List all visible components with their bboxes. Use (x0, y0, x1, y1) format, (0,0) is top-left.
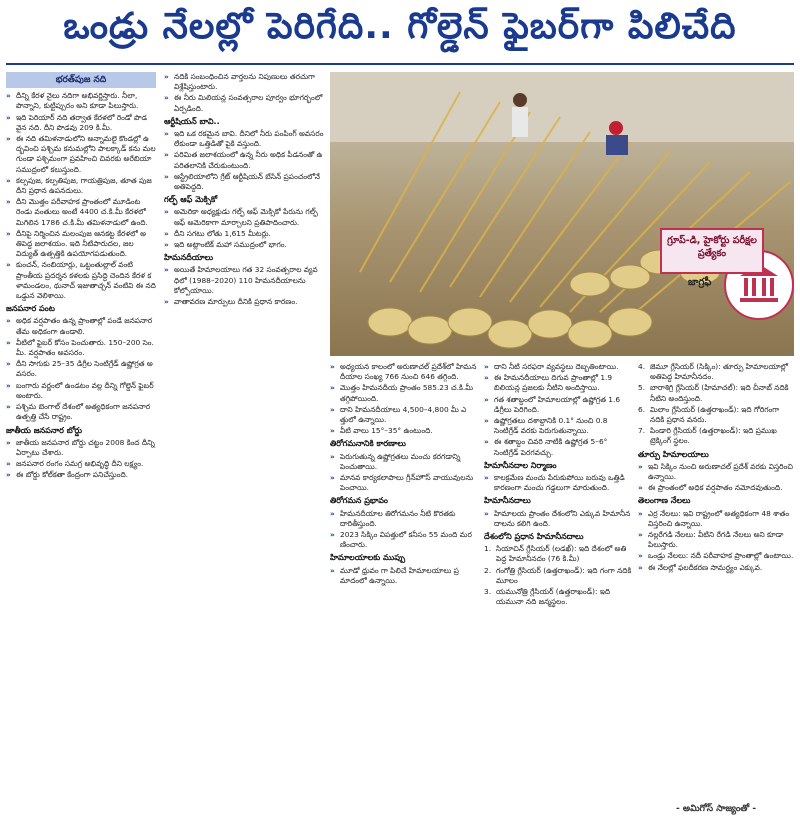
section-heading: తూర్పు హిమాలయాలు (638, 449, 709, 459)
numbered-text: గంగోత్రి గ్లేసియర్ (ఉత్తరాఖండ్): ఇది గంగా నదికి మూలం (496, 565, 632, 585)
badge-title: గ్రూప్-డి, హైకోర్టు పరీక్షల ప్రత్యేకం (660, 228, 764, 274)
numbered-text: బారాశిగ్రి గ్లేసియర్ (హిమాచల్): ఇది చీనాబ్ నదికి నీటిని అందిస్తుంది. (650, 383, 789, 403)
list-item: » పరిమిత జలాశయంలో ఉన్న నీరు అధిక పీడనంతో ఉపరితలానికి చేరుకుంటుంది. (164, 150, 324, 170)
section-heading: తిరోగమనానికి కారణాలు (330, 439, 406, 449)
list-item: » ఇది పెరియార్ నది తర్వాత కేరళలో రెండో పొడవైన నది. దీని పొడవు 209 కి.మీ. (6, 113, 156, 133)
exam-badge (660, 228, 792, 366)
list-item: » దీని సగటు లోతు 1,615 మీటర్లు. (164, 229, 324, 239)
list-item: » ఈ నది తమిళనాడులోని అన్నామలై కొండల్లో ఉద్భవించి పశ్చిమ కనుమల్లోని పాలక్కాడ్ కను మల గుండా పశ్చిమంగా ప్రవహించి చివరకు అరేబియా సముద్రంలో కలుస్తుంది. (6, 134, 156, 175)
numbered-item: 3. యమునోత్రి గ్లేసియర్ (ఉత్తరాఖండ్): ఇది యమునా నది జన్మస్థలం. (484, 587, 611, 607)
list-item: » దీనిపై నిర్మించిన మలంపుజ ఆనకట్ట కేరళలో అతిపెద్ద జలాశయం. ఇది నీటిపారుదల, జల విద్యుత్ ఉత్పత్తికి ఉపయోగపడుతుంది. (6, 229, 156, 260)
section-heading: జనపనార పంట (6, 304, 55, 314)
numbered-item: 7. పిండారి గ్లేసియర్ (ఉత్తరాఖండ్): ఇది ప్రముఖ ట్రెక్కింగ్ స్థలం. (638, 426, 777, 446)
numbered-item: 2. గంగోత్రి గ్లేసియర్ (ఉత్తరాఖండ్): ఇది గంగా నదికి మూలం (484, 565, 632, 585)
list-item: » దీని సాగుకు 25–35 డిగ్రీల సెంటిగ్రేడ్ ఉష్ణోగ్రత అవసరం. (6, 359, 156, 379)
fourth-column (484, 362, 632, 818)
list-item: » కల్పపుజ, కల్పతిపుజ, గాయత్రిపుజ, తూత పుజ దీని ప్రధాన ఉపనదులు. (6, 176, 156, 196)
author-credit: - అమిగోస్ సాజ్యంతో - (676, 804, 757, 814)
list-item: » వీటిలో ఫైబర్ కోసం పెంచుతారు. 150–200 సెం.మీ. వర్షపాతం అవసరం. (6, 338, 156, 358)
headline-rule (6, 63, 794, 65)
list-item: » ఉష్ణోగ్రతలు దశాబ్దానికి 0.1° నుంచి 0.8 సెంటిగ్రేడ్ వరకు పెరుగుతున్నాయి. (484, 416, 632, 436)
numbered-text: మిలాం గ్లేసియర్ (ఉత్తరాఖండ్): ఇది గోరిగంగా నదికి ప్రధాన వనరు. (650, 404, 780, 425)
list-item: » గత శతాబ్దంలో హిమాలయాల్లో ఉష్ణోగ్రత 1.6 డిగ్రీలు పెరిగింది. (484, 395, 632, 415)
list-item: » దీన్ని కేరళ నైలు నదిగా అభివర్ణిస్తారు. నీలా, పొన్నాని, కుట్టిప్పురం అని కూడా పిలుస్తారు. (6, 91, 156, 111)
list-item: » హిమనదీయాల తిరోగమనం నీటి కొరతకు దారితీస్తుంది. (330, 509, 478, 529)
list-item: » ఒండ్రు నేలలు: నదీ పరీవాహక ప్రాంతాల్లో ఉంటాయి. (638, 551, 794, 561)
section-heading: తెలంగాణ నేలలు (638, 496, 691, 506)
list-item: » కాలక్రమేణ మంచు పేరుకుపోయి బరువు ఒత్తిడి కారణంగా మంచు గడ్డలుగా మారుతుంది. (484, 473, 632, 493)
numbered-item: 5. బారాశిగ్రి గ్లేసియర్ (హిమాచల్): ఇది చీనాబ్ నదికి నీటిని అందిస్తుంది. (638, 383, 789, 403)
list-item: » పెరుగుతున్న ఉష్ణోగ్రతలు మంచు కరగడాన్ని పెంచుతాయి. (330, 452, 478, 472)
fifth-column (638, 362, 794, 818)
list-item: » వీటి వాలు 15°–35° ఉంటుంది. (330, 426, 478, 436)
list-item: » మొత్తం హిమనదీయ ప్రాంతం 585.23 చ.కి.మీ తగ్గిపోయింది. (330, 383, 478, 403)
second-column (164, 72, 324, 820)
list-item: » దీని మొత్తం పరీవాహక ప్రాంతంలో మూడింట రెండు వంతులు అంటే 4400 చ.కి.మీ కేరళలో మిగిలిన 1786 చ.కి.మీ తమిళనాడులో ఉంది. (6, 197, 156, 228)
numbered-item: 6. మిలాం గ్లేసియర్ (ఉత్తరాఖండ్): ఇది గోరిగంగా నదికి ప్రధాన వనరు. (638, 404, 780, 425)
list-item: » దాని నీటి సరఫరా వ్యవస్థలు దెబ్బతింటాయి. (484, 362, 632, 372)
list-item: » జాతీయ జనపనార బోర్డు చట్టం 2008 కింద దీన్ని ఏర్పాటు చేశారు. (6, 438, 156, 458)
list-item: » నదికి సంబంధించిన వార్తలను నిపుణులు తరచుగా విశ్లేషిస్తుంటారు. (164, 72, 324, 92)
list-item: » ఇది ఒక రకమైన బావి. దీనిలో నీరు పంపింగ్ అవసరం లేకుండా ఒత్తిడితో పైకి వస్తుంది. (164, 129, 324, 149)
section-heading: జాతీయ జనపనార బోర్డు (6, 425, 83, 435)
list-item: » ఈ నీరు మిలియన్ల సంవత్సరాల పూర్వం భూగర్భంలో ఏర్పడింది. (164, 93, 324, 113)
list-item: » ఈ నేలల్లో ఫలదీకరణ సామర్థ్యం ఎక్కువ. (638, 563, 794, 573)
third-column (330, 362, 478, 818)
list-item: » ఆస్ట్రేలియాలోని గ్రేట్ ఆర్టీషియన్ బేసిన్ ప్రపంచంలోనే అతిపెద్దది. (164, 172, 324, 192)
list-item: » ఇవి సిక్కిం నుంచి అరుణాచల్ ప్రదేశ్ వరకు విస్తరించి ఉన్నాయి. (638, 462, 794, 482)
section-heading: హిమనదీయాలు (164, 253, 214, 263)
list-item: » ఎర్ర నేలలు: ఇవి రాష్ట్రంలో అత్యధికంగా 48 శాతం విస్తరించి ఉన్నాయి. (638, 509, 794, 529)
section-band-title: భరత్‌పుజ నది (6, 72, 156, 88)
list-item: » అమెరికా అధ్యక్షుడు గల్ఫ్ ఆఫ్ మెక్సికో పేరును గల్ఫ్ ఆఫ్ అమెరికాగా మార్చాలని ప్రతిపాదించారు. (164, 207, 324, 227)
section-heading: హిమాలయాలకు ముప్పు (330, 553, 406, 563)
list-item: » హిమాలయ ప్రాంతం దేశంలోని ఎక్కువ హిమానీనదాలను కలిగి ఉంది. (484, 509, 632, 529)
list-item: » 2023 సిక్కిం విపత్తులో కనీసం 55 మంది మరణించారు. (330, 530, 478, 550)
section-heading: గల్ఫ్ ఆఫ్ మెక్సికో (164, 195, 218, 205)
section-heading: తిరోగమన ప్రభావం (330, 496, 388, 506)
numbered-text: సియాచిన్ గ్లేసియర్ (లడఖ్): ఇది దేశంలో అతి పెద్ద హిమానీనదం (76 కి.మీ) (496, 544, 627, 564)
list-item: » ఈ శతాబ్దం చివరి నాటికి ఉష్ణోగ్రత 5–6° సెంటిగ్రేడ్ పెరగవచ్చు. (484, 437, 632, 457)
section-heading: హిమానీనదాలు (484, 496, 531, 506)
section-heading: ఆర్టీషియన్ బావి.. (164, 116, 220, 126)
list-item: » అధిక వర్షపాతం ఉన్న ప్రాంతాల్లో పండే జనపనార తేమ అధికంగా ఉండాలి. (6, 316, 156, 336)
numbered-item: 4. జెమూ గ్లేసియర్ (సిక్కిం): తూర్పు హిమాలయాల్లో అతిపెద్ద హిమానీనదం. (638, 362, 789, 382)
list-item: » నల్లరేగడి నేలలు: వీటిని రేగడి నేలలు అని కూడా పిలుస్తారు. (638, 530, 794, 550)
list-item: » అయితే హిమాలయాలు గత 32 సంవత్సరాల వ్యవధిలో (1988–2020) 110 హిమనదీయాలను కోల్పోయాయి. (164, 265, 324, 296)
list-item: » మూడో ధ్రువం గా పిలిచే హిమాలయాలు ప్రమాదంలో ఉన్నాయి. (330, 566, 478, 586)
list-item: » అధ్యయన కాలంలో అరుణాచల్ ప్రదేశ్‌లో హిమనదీయాల సంఖ్య 766 నుంచి 646 తగ్గింది. (330, 362, 478, 382)
list-item: » కుంచన్, నంబియార్లు, ఒట్టంతుల్లాల్ వంటి ప్రాంతీయ ప్రదర్శన కళలకు ప్రసిద్ధి చెందిన కేరళ కళామండలం, థునాచ్ ఇజుతాచ్చన్ వంటివి ఈ నది ఒడ్డున వెలిశాయి. (6, 260, 156, 301)
numbered-text: యమునోత్రి గ్లేసియర్ (ఉత్తరాఖండ్): ఇది యమునా నది జన్మస్థలం. (496, 587, 611, 607)
list-item: » మానవ కార్యకలాపాలు గ్రీన్‌హౌస్ వాయువులను పెంచాయి. (330, 473, 478, 493)
list-item: » బంగారు వర్ణంలో ఉండటం వల్ల దీన్ని గోల్డెన్ ఫైబర్ అంటారు. (6, 381, 156, 401)
list-item: » జనపనార రంగం సమగ్ర అభివృద్ధి దీని లక్ష్యం. (6, 459, 156, 469)
sidebar-items (6, 91, 156, 301)
list-item: » దాని హిమనదీయాలు 4,500–4,800 మీ ఎత్తులో ఉన్నాయి. (330, 405, 478, 425)
page-headline: ఒండ్రు నేలల్లో పెరిగేది.. గోల్డెన్ ఫైబర్‌గా పిలిచేది (63, 6, 737, 47)
sidebar-column (6, 72, 156, 820)
list-item: » ఈ ప్రాంతంలో అధిక వర్షపాతం నమోదవుతుంది. (638, 483, 794, 493)
numbered-text: జెమూ గ్లేసియర్ (సిక్కిం): తూర్పు హిమాలయాల్లో అతిపెద్ద హిమానీనదం. (650, 362, 789, 382)
list-item: » ఇది అట్లాంటిక్ మహా సముద్రంలో భాగం. (164, 240, 324, 250)
numbered-item: 1. సియాచిన్ గ్లేసియర్ (లడఖ్): ఇది దేశంలో అతి పెద్ద హిమానీనదం (76 కి.మీ) (484, 544, 627, 564)
list-item: » ఈ బోర్డు కోల్‌కతా కేంద్రంగా పనిచేస్తుంది. (6, 470, 156, 480)
worker-figure (512, 93, 528, 137)
numbered-text: పిండారి గ్లేసియర్ (ఉత్తరాఖండ్): ఇది ప్రముఖ ట్రెక్కింగ్ స్థలం. (650, 426, 777, 446)
badge-subtitle: జాగ్రఫీ (688, 277, 712, 288)
section-heading: దేశంలోని ప్రధాన హిమానీనదాలు (484, 532, 584, 542)
list-item: » వాతావరణ మార్పులు దీనికి ప్రధాన కారణం. (164, 297, 324, 307)
section-heading: హిమానీనదాల నిర్మాణం (484, 460, 557, 470)
list-item: » పశ్చిమ బెంగాల్ దేశంలో అత్యధికంగా జనపనార ఉత్పత్తి చేసే రాష్ట్రం. (6, 402, 156, 422)
list-item: » ఈ హిమనదీయాలు దిగువ ప్రాంతాల్లో 1.9 బిలియన్ల ప్రజలకు నీటిని అందిస్తాయి. (484, 373, 632, 393)
